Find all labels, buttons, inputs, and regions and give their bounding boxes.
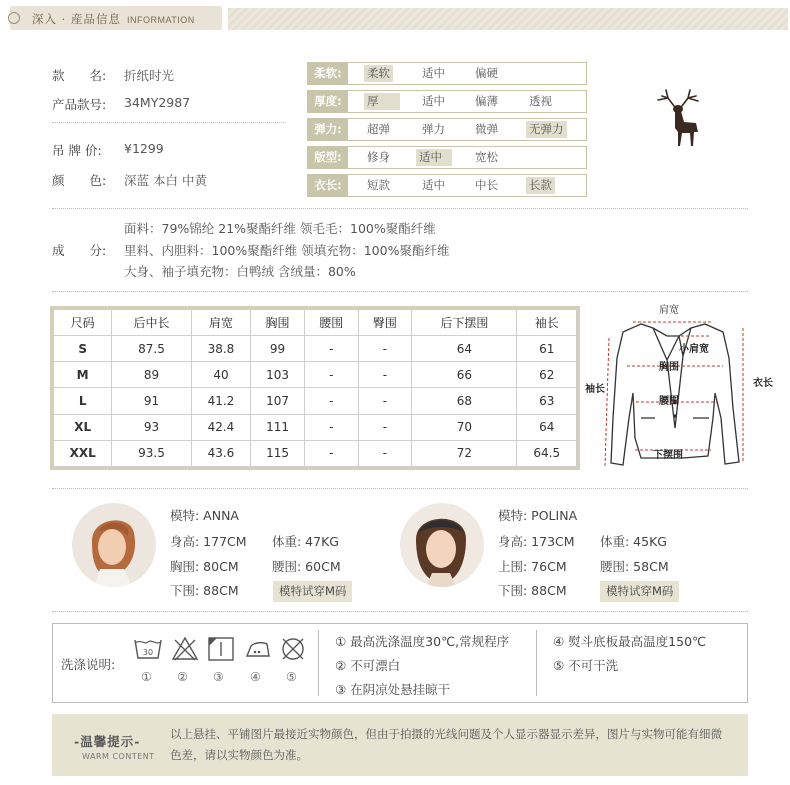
cell: - xyxy=(358,388,412,414)
cell: 40 xyxy=(191,362,250,388)
cell: 111 xyxy=(251,414,305,440)
model-name: 模特: ANNA xyxy=(170,508,239,523)
cell: 115 xyxy=(251,440,305,466)
wash-item: ③ 在阴凉处悬挂晾干 xyxy=(335,682,451,697)
cell: 42.4 xyxy=(191,414,250,440)
attr-head: 版型: xyxy=(308,147,348,168)
divider xyxy=(52,611,748,612)
cell: 38.8 xyxy=(191,336,250,362)
attr-option-selected: 柔软 xyxy=(364,65,393,82)
attr-head: 弹力: xyxy=(308,119,348,140)
col-header: 后下摆围 xyxy=(412,310,517,336)
banner-title-cn: 深入 · 産品信息 xyxy=(32,12,121,26)
model-size-badge: 模特试穿M码 xyxy=(600,581,679,602)
color-value: 深蓝 本白 中黄 xyxy=(124,173,207,188)
attr-head: 柔软: xyxy=(308,63,348,84)
cell: M xyxy=(54,362,112,388)
cell: - xyxy=(358,440,412,466)
color-label: 颜 色: xyxy=(52,173,107,188)
wash-item: ⑤ 不可干洗 xyxy=(553,658,619,673)
cell: 43.6 xyxy=(191,440,250,466)
wash-num: ③ xyxy=(213,670,224,684)
attr-option: 中长 xyxy=(475,178,498,192)
attr-option-selected: 适中 xyxy=(416,149,452,166)
attr-option: 适中 xyxy=(422,66,445,80)
size-table xyxy=(53,309,577,467)
cell: 99 xyxy=(251,336,305,362)
composition-line: 大身、袖子填充物：白鸭绒 含绒量：80% xyxy=(124,264,356,279)
col-header: 肩宽 xyxy=(191,310,250,336)
wash-temp-text: 30 xyxy=(142,648,154,657)
attr-option-selected: 长款 xyxy=(526,177,555,194)
banner-title-en: INFORMATION xyxy=(126,15,195,25)
jacket-diagram xyxy=(583,298,788,478)
attr-fit xyxy=(307,146,587,169)
divider xyxy=(52,291,748,292)
table-row xyxy=(54,362,577,388)
attr-option: 偏硬 xyxy=(475,66,498,80)
cell: - xyxy=(304,440,358,466)
cell: 87.5 xyxy=(112,336,191,362)
separator xyxy=(318,630,319,696)
model-waist: 腰围: 60CM xyxy=(272,559,341,574)
banner-title xyxy=(32,11,195,27)
diagram-label-length: 衣长 xyxy=(753,378,773,389)
table-row xyxy=(54,414,577,440)
attr-option-selected: 厚 xyxy=(364,93,400,110)
table-header-row xyxy=(54,310,577,336)
size-table-frame xyxy=(50,306,580,470)
table-row xyxy=(54,336,577,362)
model-photo-icon xyxy=(72,503,156,587)
attr-option: 微弹 xyxy=(475,122,498,136)
tips-text: 以上悬挂、平铺图片最接近实物颜色，但由于拍摄的光线问题及个人显示器显示差异，图片与实物可能有细微色差，请以实物颜色为准。 xyxy=(170,727,722,762)
model-height: 身高: 177CM xyxy=(170,534,247,549)
washing-label: 洗涤说明: xyxy=(61,657,116,672)
diagram-label-hem: 下摆围 xyxy=(653,450,683,461)
col-header: 胸围 xyxy=(251,310,305,336)
model-bust: 上围: 76CM xyxy=(498,559,567,574)
composition-label: 成 分: xyxy=(52,243,107,258)
cell: 64.5 xyxy=(517,440,577,466)
wash-item: ④ 熨斗底板最高温度150℃ xyxy=(553,634,707,649)
hang-dry-shade-icon xyxy=(207,636,235,662)
cell: 41.2 xyxy=(191,388,250,414)
product-code-value: 34MY2987 xyxy=(124,95,191,110)
col-header: 臀围 xyxy=(358,310,412,336)
model-avatar xyxy=(72,503,156,587)
cell: - xyxy=(304,362,358,388)
cell: 93 xyxy=(112,414,191,440)
attr-head: 衣长: xyxy=(308,175,348,196)
composition-line: 面料：79%锦纶 21%聚酯纤维 领毛毛：100%聚酯纤维 xyxy=(124,221,436,236)
cell: - xyxy=(358,362,412,388)
banner-strip xyxy=(228,8,788,30)
attr-softness xyxy=(307,62,587,85)
divider xyxy=(52,122,284,123)
price-value: ¥1299 xyxy=(124,141,164,156)
diagram-label-sleeve: 袖长 xyxy=(585,384,605,395)
attr-option: 透视 xyxy=(529,94,552,108)
cell: 66 xyxy=(412,362,517,388)
model-hip: 下围: 88CM xyxy=(170,583,239,598)
col-header: 尺码 xyxy=(54,310,112,336)
cell: - xyxy=(304,414,358,440)
wash-num: ⑤ xyxy=(286,670,297,684)
col-header: 后中长 xyxy=(112,310,191,336)
attr-option: 适中 xyxy=(422,178,445,192)
deer-logo-icon xyxy=(648,86,712,152)
diagram-label-waist: 腰围 xyxy=(659,396,679,407)
diagram-label-shoulder: 肩宽 xyxy=(659,305,679,316)
wash-30-icon xyxy=(133,636,163,662)
cell: 61 xyxy=(517,336,577,362)
tips-heading-block xyxy=(52,714,156,776)
cell: 91 xyxy=(112,388,191,414)
tips-title-en: WARM CONTENT xyxy=(82,752,155,761)
attr-option: 偏薄 xyxy=(475,94,498,108)
cell: XL xyxy=(54,414,112,440)
attr-thickness xyxy=(307,90,587,113)
divider xyxy=(52,208,748,209)
attr-elasticity xyxy=(307,118,587,141)
attr-option-selected: 无弹力 xyxy=(526,121,567,138)
cell: L xyxy=(54,388,112,414)
cell: 63 xyxy=(517,388,577,414)
wash-item: ① 最高洗涤温度30℃,常规程序 xyxy=(335,634,510,649)
attr-option: 适中 xyxy=(422,94,445,108)
wash-num: ② xyxy=(177,670,188,684)
cell: - xyxy=(304,336,358,362)
model-hip: 下围: 88CM xyxy=(498,583,567,598)
diagram-label-chest: 胸围 xyxy=(659,362,679,373)
style-name-value: 折纸时光 xyxy=(124,68,175,83)
attr-option: 超弹 xyxy=(367,122,390,136)
table-row xyxy=(54,440,577,466)
hook-icon xyxy=(8,12,20,24)
attr-option: 修身 xyxy=(367,150,390,164)
no-dry-clean-icon xyxy=(279,636,307,662)
product-code-label: 产品款号: xyxy=(52,97,107,112)
style-name-label: 款 名: xyxy=(52,68,107,83)
model-weight: 体重: 47KG xyxy=(272,534,339,549)
model-height: 身高: 173CM xyxy=(498,534,575,549)
cell: - xyxy=(304,388,358,414)
cell: 68 xyxy=(412,388,517,414)
cell: 64 xyxy=(517,414,577,440)
cell: - xyxy=(358,336,412,362)
model-name: 模特: POLINA xyxy=(498,508,578,523)
model-waist: 腰围: 58CM xyxy=(600,559,669,574)
wash-item: ② 不可漂白 xyxy=(335,658,401,673)
tips-title: -温馨提示- xyxy=(74,734,141,749)
attr-option: 短款 xyxy=(367,178,390,192)
cell: 89 xyxy=(112,362,191,388)
attr-option: 宽松 xyxy=(475,150,498,164)
warm-tips-panel xyxy=(52,714,748,776)
cell: 64 xyxy=(412,336,517,362)
wash-num: ① xyxy=(141,670,152,684)
header-banner xyxy=(0,0,790,36)
diagram-label-small-shoulder: 小肩宽 xyxy=(679,344,709,355)
cell: XXL xyxy=(54,440,112,466)
model-photo-icon xyxy=(400,503,484,587)
table-row xyxy=(54,388,577,414)
cell: S xyxy=(54,336,112,362)
cell: - xyxy=(358,414,412,440)
washing-panel xyxy=(52,623,748,703)
model-weight: 体重: 45KG xyxy=(600,534,667,549)
divider xyxy=(52,488,748,489)
composition-line: 里料、内胆料：100%聚酯纤维 领填充物：100%聚酯纤维 xyxy=(124,243,450,258)
wash-num: ④ xyxy=(250,670,261,684)
model-bust: 胸围: 80CM xyxy=(170,559,239,574)
attr-option: 弹力 xyxy=(422,122,445,136)
attr-head: 厚度: xyxy=(308,91,348,112)
col-header: 袖长 xyxy=(517,310,577,336)
no-bleach-icon xyxy=(171,636,199,662)
cell: 103 xyxy=(251,362,305,388)
cell: 62 xyxy=(517,362,577,388)
model-size-badge: 模特试穿M码 xyxy=(273,581,352,602)
cell: 107 xyxy=(251,388,305,414)
attr-length xyxy=(307,174,587,197)
price-label: 吊 牌 价: xyxy=(52,143,102,158)
cell: 72 xyxy=(412,440,517,466)
model-avatar xyxy=(400,503,484,587)
separator xyxy=(536,630,537,696)
cell: 93.5 xyxy=(112,440,191,466)
col-header: 腰围 xyxy=(304,310,358,336)
cell: 70 xyxy=(412,414,517,440)
iron-150-icon xyxy=(243,636,273,662)
